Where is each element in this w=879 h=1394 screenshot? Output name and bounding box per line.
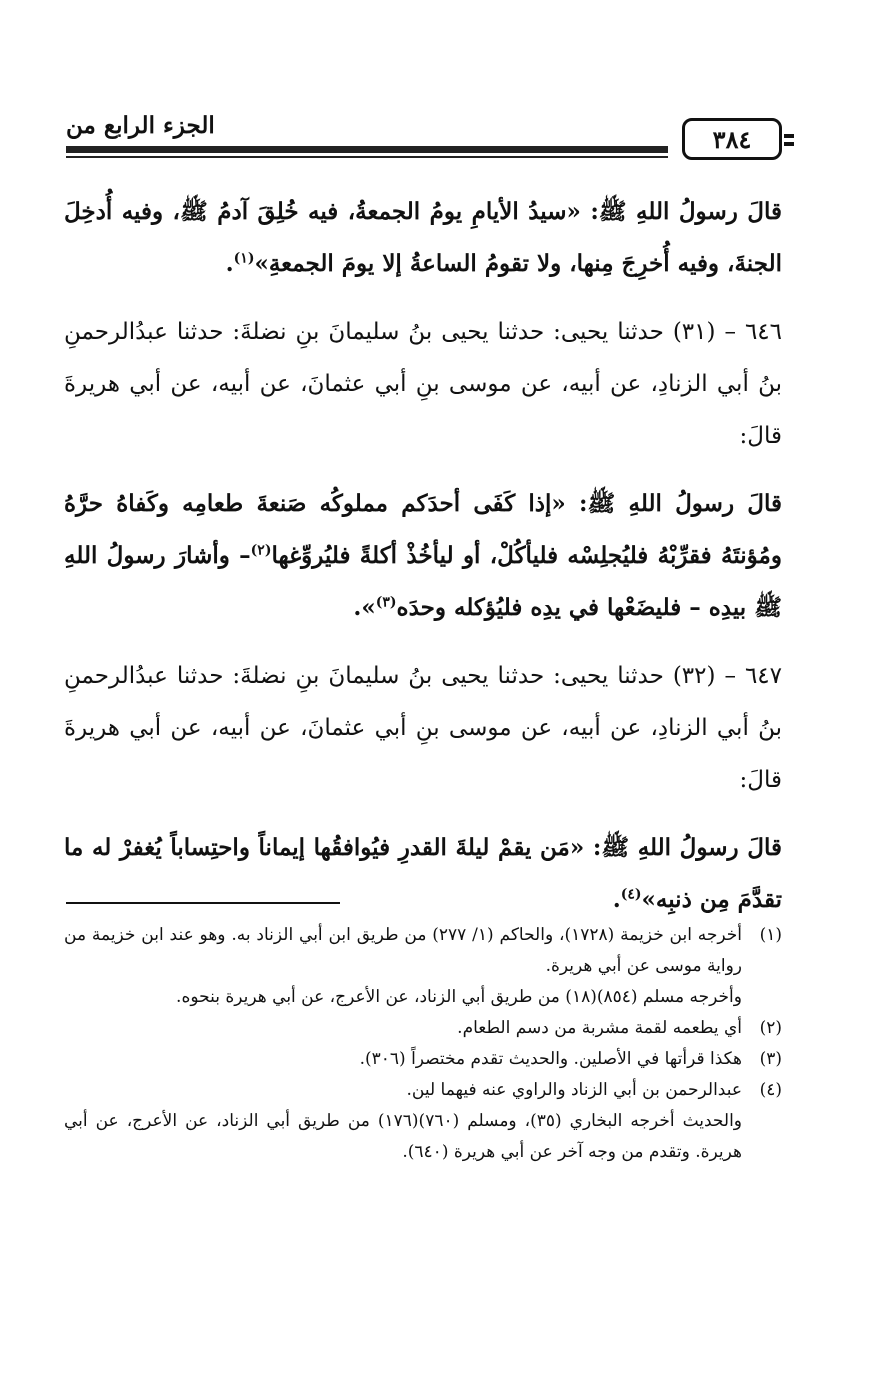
header-rule-thin (66, 156, 668, 158)
footnote-ref-3: (٣) (375, 594, 397, 611)
isnad-647: ٦٤٧ – (٣٢) حدثنا يحيى: حدثنا يحيى بنُ سليمانَ بنِ نضلةَ: حدثنا عبدُالرحمنِ بنُ أبي الزنادِ، عن أبيه، عن موسى بنِ أبي عثمانَ، عن أبيه، عن أبي هريرةَ قالَ: (64, 663, 782, 793)
hadith-1-body: قالَ رسولُ اللهِ ﷺ: «سيدُ الأيامِ يومُ الجمعةُ، فيه خُلِقَ آدمُ ﷺ، وفيه أُدخِلَ الجنةَ، وفيه أُخرِجَ مِنها، ولا تقومُ الساعةُ إلا يومَ الجمعةِ» (64, 198, 782, 277)
footnote-1 (64, 920, 782, 982)
isnad-646: ٦٤٦ – (٣١) حدثنا يحيى: حدثنا يحيى بنُ سليمانَ بنِ نضلةَ: حدثنا عبدُالرحمنِ بنُ أبي الزنادِ، عن أبيه، عن موسى بنِ أبي عثمانَ، عن أبيه، عن أبي هريرةَ قالَ: (64, 319, 782, 449)
footnote-number: (٤) (759, 1080, 782, 1100)
footnote-text: أخرجه ابن خزيمة (١٧٢٨)، والحاكم (١/ ٢٧٧) من طريق ابن أبي الزناد به. وهو عند ابن خزيمة من رواية موسى عن أبي هريرة. (64, 925, 743, 976)
footnote-ref-2: (٢) (250, 542, 272, 559)
footnote-1-continuation: وأخرجه مسلم (٨٥٤)(١٨) من طريق أبي الزناد، عن الأعرج، عن أبي هريرة بنحوه. (176, 987, 742, 1007)
header-rule (66, 146, 668, 153)
hadith-646-part1: قالَ رسولُ اللهِ ﷺ: «إذا كَفَى أحدَكم مملوكُه صَنعةَ طعامِه وكَفاهُ حرَّهُ ومُؤنتَهُ فقرِّبْهُ فليُجلِسْه فليأكُلْ، أو ليأخُذْ أكلةً فليُروِّغها (64, 490, 782, 569)
hadith-1-end: . (225, 250, 234, 277)
page-number: ٣٨٤ (682, 118, 782, 160)
main-text (64, 186, 782, 942)
running-head: الجزء الرابع من (66, 112, 215, 139)
footnote-number: (١) (759, 925, 782, 945)
hadith-text-1 (64, 186, 782, 290)
page-header (66, 108, 782, 170)
footnote-text: هكذا قرأتها في الأصلين. والحديث تقدم مختصراً (٣٠٦). (359, 1049, 742, 1069)
footnote-4-continuation: والحديث أخرجه البخاري (٣٥)، ومسلم (٧٦٠)(١٧٦) من طريق أبي الزناد، عن الأعرج، عن أبي هريرة. وتقدم من وجه آخر عن أبي هريرة (٦٤٠). (64, 1111, 743, 1162)
hadith-646-part2: – وأشارَ رسولُ اللهِ ﷺ بيدِه – فليضَعْها في يدِه فليُؤكله وحدَه (64, 542, 782, 621)
footnote-3 (64, 1044, 782, 1075)
hadith-647-body: قالَ رسولُ اللهِ ﷺ: «مَن يقمْ ليلةَ القدرِ فيُوافقُها إيماناً واحتِساباً يُغفرْ له ما تقدَّمَ مِن ذنبِه» (64, 834, 782, 913)
footnote-text: عبدالرحمن بن أبي الزناد والراوي عنه فيهما لين. (406, 1080, 742, 1100)
footnote-separator (66, 902, 340, 904)
footnote-4 (64, 1075, 782, 1106)
footnote-number: (٣) (759, 1049, 782, 1069)
footnote-number: (٢) (759, 1018, 782, 1038)
page-number-ornament (784, 134, 794, 138)
footnote-text: أي يطعمه لقمة مشربة من دسم الطعام. (457, 1018, 742, 1038)
footnote-ref-1: (١) (233, 250, 255, 267)
page-number-ornament (784, 142, 794, 146)
hadith-text-647 (64, 822, 782, 926)
hadith-647-end: . (612, 886, 621, 913)
hadith-646-end: ». (353, 594, 376, 621)
footnote-ref-4: (٤) (620, 886, 642, 903)
footnotes (64, 920, 782, 1168)
footnote-2 (64, 1013, 782, 1044)
hadith-text-646 (64, 478, 782, 634)
